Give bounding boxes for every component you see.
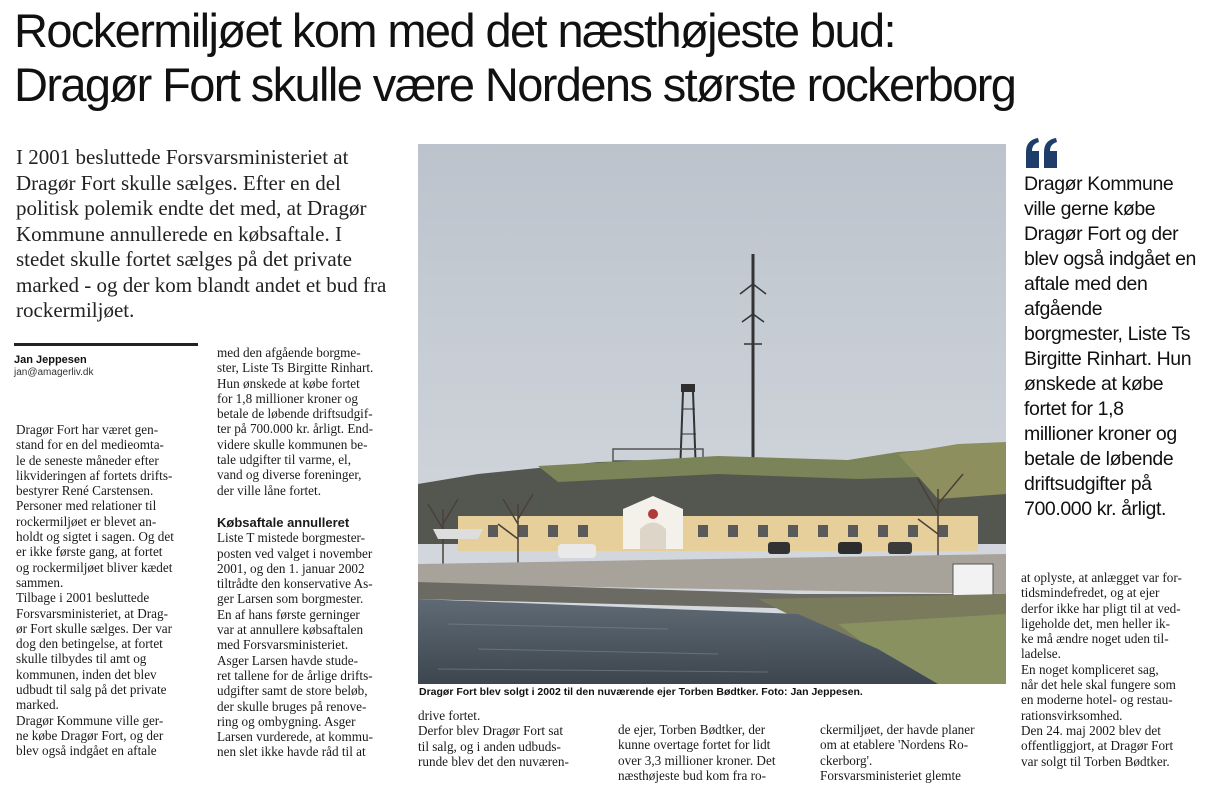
article-column-5 (820, 722, 1012, 783)
text-line: ckermiljøet, der havde planer (820, 722, 975, 737)
text-line: stand for en del medieomta- (16, 437, 164, 453)
quote-line: ønskede at købe (1024, 373, 1164, 395)
text-line: rockermiljøet er blevet an- (16, 513, 157, 529)
quote-line: fortet for 1,8 (1024, 398, 1124, 420)
quote-line: ville gerne købe (1024, 198, 1156, 220)
quote-line: Birgitte Rinhart. Hun (1024, 348, 1192, 370)
text-line: var at annullere købsaftalen (217, 622, 364, 638)
text-line: Larsen vurderede, at kommu- (217, 729, 373, 745)
text-line: likvideringen af fortets drifts- (16, 467, 173, 483)
lead-line: I 2001 besluttede Forsvarsministeriet at (16, 145, 349, 169)
pull-quote (1024, 172, 1209, 522)
text-line: ret tallene for de årlige drifts- (217, 667, 373, 683)
text-line: til salg, og i anden udbuds- (418, 738, 561, 754)
headline (14, 4, 1204, 112)
text-line: der ville låne fortet. (217, 482, 321, 498)
text-line: nen slet ikke havde råd til at (217, 744, 366, 760)
text-line: tidsmindefredet, og at ejer (1021, 585, 1160, 601)
text-line: holdt og sigtet i sagen. Og det (16, 529, 174, 545)
lead-line: politisk polemik endte det med, at Dragør (16, 196, 367, 220)
text-line: ster, Liste Ts Birgitte Rinhart. (217, 360, 374, 376)
text-line: betale de løbende driftsudgif- (217, 406, 373, 422)
text-line: ter på 700.000 kr. årligt. End- (217, 421, 374, 437)
text-line: drive fortet. (418, 708, 481, 723)
text-line: Dragør Fort har været gen- (16, 422, 159, 437)
text-line: 2001, og den 1. januar 2002 (217, 560, 365, 576)
subheading: Købsaftale annulleret (217, 514, 350, 530)
lead-line: stedet skulle fortet sælges på det private (16, 247, 352, 271)
text-line: med Forsvarsministeriet. (217, 637, 349, 653)
text-line: var solgt til Torben Bødtker. (1021, 753, 1170, 769)
text-line: de ejer, Torben Bødtker, der (618, 722, 766, 737)
text-line: dog den betingelse, at fortet (16, 636, 163, 652)
text-line: ger Larsen som borgmester. (217, 591, 364, 607)
text-line: En af hans første gerninger (217, 606, 360, 622)
article-column-2 (217, 345, 409, 760)
quote-line: aftale med den (1024, 273, 1148, 295)
article-column-6 (1021, 570, 1211, 769)
text-line: Hun ønskede at købe fortet (217, 375, 360, 391)
text-line: ckerborg'. (820, 752, 873, 768)
text-line: næsthøjeste bud kom fra ro- (618, 767, 766, 783)
text-line: ring og ombygning. Asger (217, 713, 356, 729)
quote-line: betale de løbende (1024, 448, 1174, 470)
text-line: Tilbage i 2001 besluttede (16, 590, 150, 606)
text-line: en moderne hotel- og restau- (1021, 692, 1173, 708)
text-line: over 3,3 millioner kroner. Det (618, 752, 776, 768)
text-line: udgifter samt de store beløb, (217, 683, 368, 699)
quote-line: afgående (1024, 298, 1103, 320)
text-line: og rockermiljøet bliver kædet (16, 559, 173, 575)
text-line: kommunen, inden det blev (16, 666, 157, 682)
text-line: tiltrådte den konservative As- (217, 576, 373, 592)
text-line: Derfor blev Dragør Fort sat (418, 723, 564, 739)
text-line: at oplyste, at anlægget var for- (1021, 570, 1182, 585)
quote-line: blev også indgået en (1024, 248, 1196, 270)
text-line: le de seneste måneder efter (16, 452, 159, 468)
text-line: Asger Larsen havde stude- (217, 652, 358, 668)
author-name: Jan Jeppesen (14, 354, 87, 366)
text-line: for 1,8 millioner kroner og (217, 390, 358, 406)
text-line: rationsvirksomhed. (1021, 707, 1123, 723)
author-email[interactable]: jan@amagerliv.dk (14, 367, 94, 378)
quote-line: Dragør Kommune (1024, 173, 1174, 195)
text-line: Den 24. maj 2002 blev det (1021, 722, 1161, 738)
text-line: Forsvarsministeriet, at Drag- (16, 605, 168, 621)
quote-line: Dragør Fort og der (1024, 223, 1179, 245)
text-line: skulle tilbydes til amt og (16, 651, 147, 667)
photo-dragor-fort (418, 144, 1006, 684)
text-line: blev også indgået en aftale (16, 743, 157, 759)
text-line: Personer med relationer til (16, 498, 157, 514)
quote-mark-icon (1024, 134, 1060, 170)
quote-line: millioner kroner og (1024, 423, 1177, 445)
text-line: ør Fort skulle sælges. Der var (16, 620, 173, 636)
text-line: med den afgående borgme- (217, 345, 361, 360)
quote-line: driftsudgifter på (1024, 473, 1152, 495)
text-line: ligeholde det, men heller ik- (1021, 615, 1171, 631)
text-line: sammen. (16, 574, 64, 590)
text-line: derfor ikke har pligt til at ved- (1021, 600, 1181, 616)
text-line: Forsvarsministeriet glemte (820, 767, 962, 783)
text-line: Dragør Kommune ville ger- (16, 712, 164, 728)
quote-line: borgmester, Liste Ts (1024, 323, 1191, 345)
text-line: ladelse. (1021, 646, 1061, 662)
quote-mark-glyph (1024, 134, 1060, 170)
byline (14, 343, 198, 379)
article-column-3 (418, 708, 608, 769)
lead-line: Kommune annullerede en købsaftale. I (16, 221, 342, 246)
text-line: udbudt til salg på det private (16, 682, 167, 698)
text-line: marked. (16, 697, 59, 713)
text-line: vand og diverse foreninger, (217, 467, 362, 483)
lead-line: Dragør Fort skulle sælges. Efter en del (16, 170, 341, 195)
text-line: bestyrer René Carstensen. (16, 483, 154, 499)
photo-caption: Dragør Fort blev solgt i 2002 til den nuværende ejer Torben Bødtker. Foto: Jan Jeppesen. (419, 686, 863, 698)
text-line: offentliggjort, at Dragør Fort (1021, 738, 1174, 754)
text-line: videre skulle kommunen be- (217, 436, 368, 452)
text-line: posten ved valget i november (217, 545, 373, 561)
text-line: En noget kompliceret sag, (1021, 661, 1159, 677)
text-line: ne købe Dragør Fort, og der (16, 727, 164, 743)
fort-photo-illustration (418, 144, 1006, 684)
text-line: når det hele skal fungere som (1021, 677, 1176, 693)
lead-paragraph (16, 145, 401, 324)
article-column-4 (618, 722, 808, 783)
text-line: er ikke første gang, at fortet (16, 544, 163, 560)
quote-line: 700.000 kr. årligt. (1024, 498, 1166, 520)
headline-line-1: Rockermiljøet kom med det næsthøjeste bud: (14, 4, 895, 57)
headline-line-2: Dragør Fort skulle være Nordens største rockerborg (14, 58, 1016, 111)
text-line: Liste T mistede borgmester- (217, 530, 366, 546)
text-line: tale udgifter til varme, el, (217, 452, 352, 468)
lead-line: rockermiljøet. (16, 298, 135, 322)
text-line: der skulle bruges på renove- (217, 698, 367, 714)
article-column-1 (16, 422, 206, 759)
text-line: ke må ændre noget uden til- (1021, 631, 1169, 647)
text-line: runde blev det den nuværen- (418, 753, 569, 769)
text-line: om at etablere 'Nordens Ro- (820, 737, 969, 753)
lead-line: marked - og der kom blandt andet et bud fra (16, 272, 387, 297)
text-line: kunne overtage fortet for lidt (618, 737, 771, 753)
